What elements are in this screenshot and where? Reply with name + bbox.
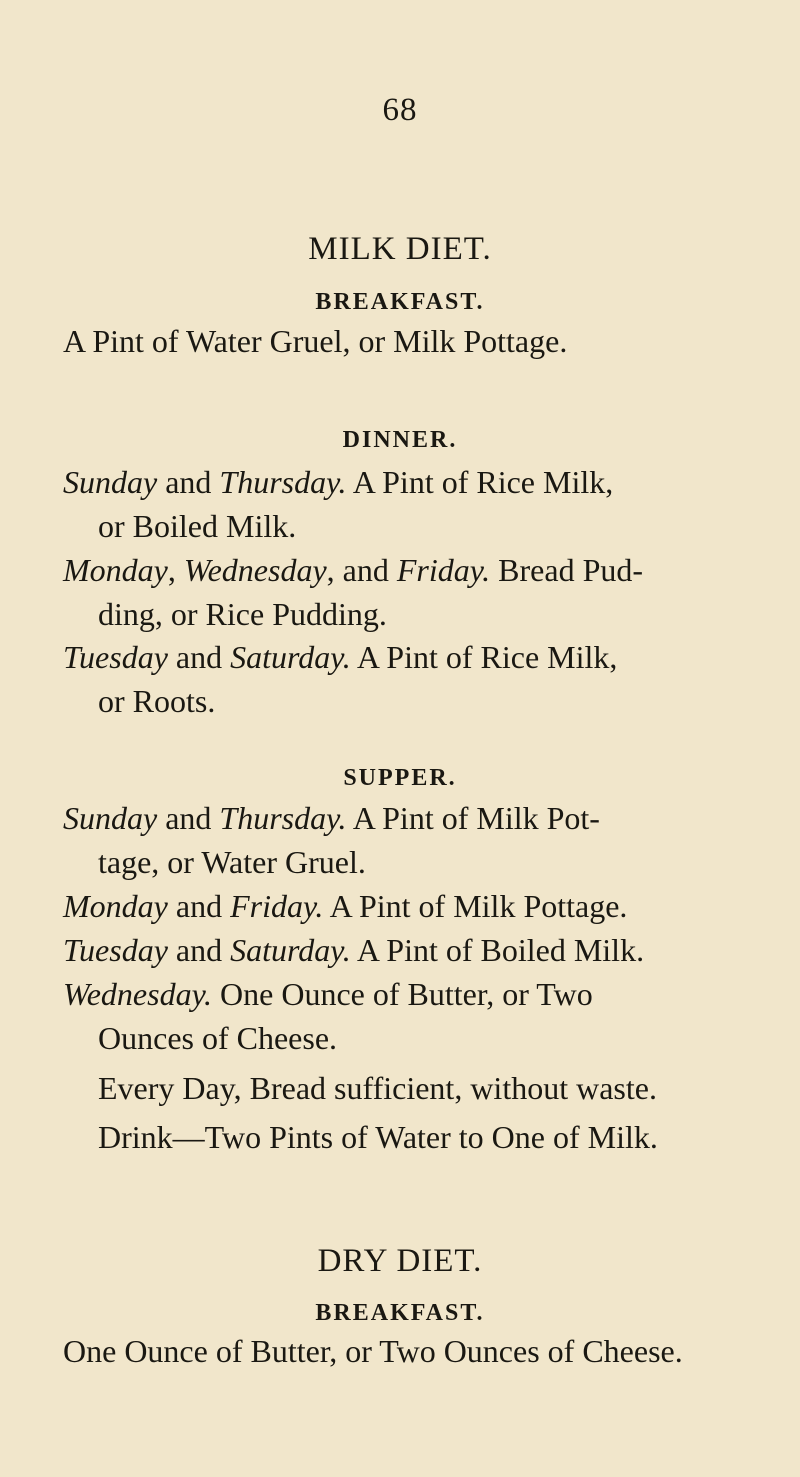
day-name: Wednesday bbox=[183, 552, 327, 588]
joiner-text: and bbox=[157, 464, 220, 500]
dinner-entry-monday-wednesday-friday bbox=[63, 554, 643, 586]
supper-entry-monday-friday bbox=[63, 890, 627, 922]
milk-breakfast-heading: BREAKFAST. bbox=[315, 289, 485, 315]
every-day-note: Every Day, Bread sufficient, without waste. bbox=[98, 1070, 657, 1106]
day-name: Tuesday bbox=[63, 932, 168, 968]
supper-entry-tuesday-saturday bbox=[63, 934, 644, 966]
day-name: Sunday bbox=[63, 464, 158, 500]
day-name: Tuesday bbox=[63, 639, 168, 675]
day-name: Thursday. bbox=[219, 464, 347, 500]
joiner-text: and bbox=[157, 800, 220, 836]
day-name: Monday bbox=[63, 552, 168, 588]
day-name: Saturday. bbox=[230, 639, 351, 675]
day-name: Thursday. bbox=[219, 800, 347, 836]
dinner-heading: DINNER. bbox=[342, 427, 458, 453]
entry-text: A Pint of Rice Milk, bbox=[346, 464, 614, 500]
dinner-entry-continuation: ding, or Rice Pudding. bbox=[98, 596, 387, 632]
day-name: Wednesday. bbox=[63, 976, 213, 1012]
dry-breakfast-heading: BREAKFAST. bbox=[315, 1300, 485, 1326]
day-name: Friday. bbox=[230, 888, 324, 924]
day-name: Monday bbox=[63, 888, 168, 924]
supper-entry-wednesday bbox=[63, 978, 593, 1010]
day-name: Friday. bbox=[396, 552, 491, 588]
entry-text: Bread Pud- bbox=[490, 552, 644, 588]
joiner-text: , and bbox=[326, 552, 397, 588]
supper-entry-continuation: Ounces of Cheese. bbox=[98, 1020, 338, 1056]
joiner-text: and bbox=[167, 639, 231, 675]
joiner-text: , bbox=[167, 552, 184, 588]
dinner-entry-sunday-thursday bbox=[63, 466, 613, 498]
milk-diet-title: MILK DIET. bbox=[308, 231, 492, 267]
supper-entry-sunday-thursday bbox=[63, 802, 600, 834]
joiner-text: and bbox=[167, 932, 231, 968]
dry-breakfast-line: One Ounce of Butter, or Two Ounces of Cheese. bbox=[63, 1333, 683, 1369]
dinner-entry-tuesday-saturday bbox=[63, 641, 617, 673]
drink-note: Drink—Two Pints of Water to One of Milk. bbox=[98, 1119, 658, 1155]
milk-breakfast-line: A Pint of Water Gruel, or Milk Pottage. bbox=[63, 323, 568, 359]
entry-text: A Pint of Milk Pot- bbox=[346, 800, 600, 836]
supper-heading: SUPPER. bbox=[343, 765, 457, 791]
entry-text: A Pint of Milk Pottage. bbox=[323, 888, 628, 924]
page-number: 68 bbox=[382, 92, 418, 128]
joiner-text: and bbox=[167, 888, 231, 924]
dry-diet-title: DRY DIET. bbox=[317, 1243, 483, 1279]
day-name: Sunday bbox=[63, 800, 158, 836]
day-name: Saturday. bbox=[230, 932, 351, 968]
supper-entry-continuation: tage, or Water Gruel. bbox=[98, 844, 366, 880]
dinner-entry-continuation: or Roots. bbox=[98, 683, 216, 719]
entry-text: One Ounce of Butter, or Two bbox=[212, 976, 593, 1012]
entry-text: A Pint of Rice Milk, bbox=[350, 639, 618, 675]
entry-text: A Pint of Boiled Milk. bbox=[350, 932, 645, 968]
dinner-entry-continuation: or Boiled Milk. bbox=[98, 508, 297, 544]
